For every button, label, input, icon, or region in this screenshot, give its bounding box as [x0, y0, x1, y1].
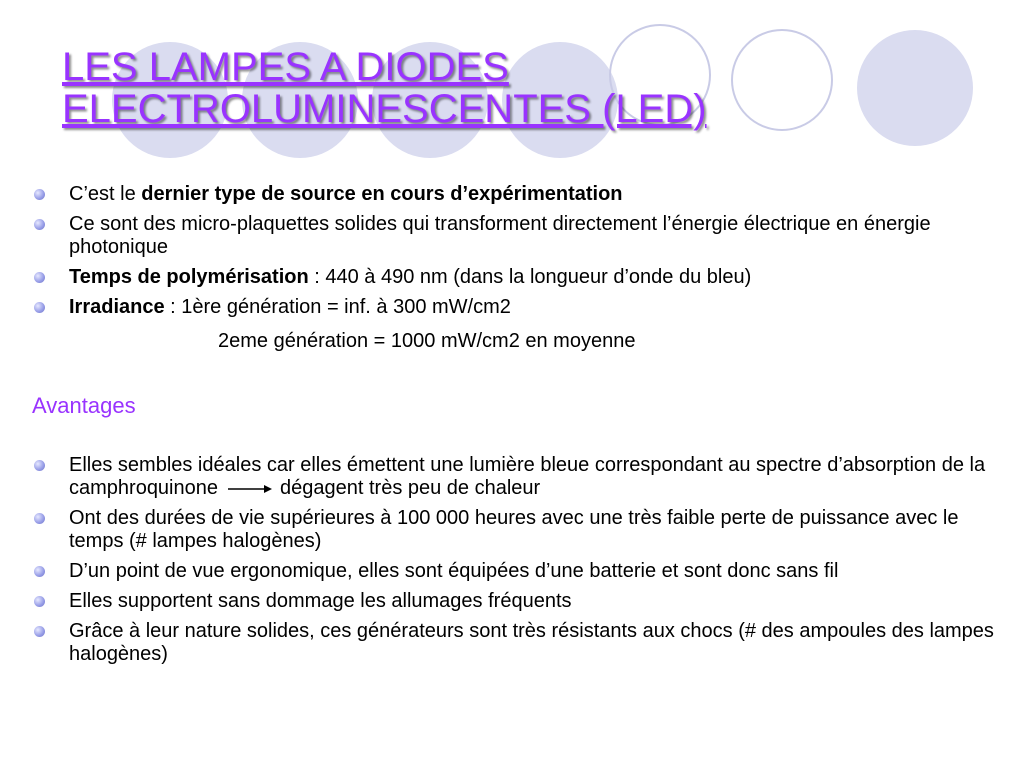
slide-title	[62, 46, 707, 130]
bullet-icon	[34, 596, 45, 607]
bullet-icon	[34, 189, 45, 200]
item-text: C’est le	[69, 183, 142, 205]
list-item	[0, 454, 1024, 500]
list-item	[0, 507, 1024, 553]
item-text: Elles sembles idéales car elles émettent une lumière bleue correspondant au spectre d’absorption de la camphroquinone	[69, 454, 986, 499]
list-item	[0, 266, 1024, 289]
title-line: LES LAMPES A DIODES	[62, 45, 509, 89]
list-item	[0, 620, 1024, 666]
item-text: : 1ère génération = inf. à 300 mW/cm2	[164, 296, 511, 318]
item-text: Ont des durées de vie supérieures à 100 000 heures avec une très faible perte de puissance avec le temps (# lampes halogènes)	[69, 507, 959, 552]
item-text: dégagent très peu de chaleur	[280, 477, 541, 499]
list-item	[0, 213, 1024, 259]
item-bold-text: Irradiance	[69, 296, 165, 318]
item-bold-text: dernier type de source en cours d’expérimentation	[141, 183, 623, 205]
advantages-list	[0, 454, 1024, 673]
item-text: : 440 à 490 nm (dans la longueur d’onde du bleu)	[308, 266, 752, 288]
deco-circle	[857, 30, 973, 146]
arrow-right-icon	[228, 484, 272, 494]
irradiance-second-line: 2eme génération = 1000 mW/cm2 en moyenne	[218, 330, 636, 352]
list-item	[0, 560, 1024, 583]
title-line: ELECTROLUMINESCENTES (LED)	[62, 87, 707, 131]
deco-circle	[732, 30, 832, 130]
bullet-icon	[34, 302, 45, 313]
item-bold-text: Temps de polymérisation	[69, 266, 309, 288]
item-text: Elles supportent sans dommage les allumages fréquents	[69, 590, 572, 612]
list-item	[0, 296, 1024, 319]
bullet-icon	[34, 626, 45, 637]
bullet-icon	[34, 272, 45, 283]
item-text: D’un point de vue ergonomique, elles sont équipées d’une batterie et sont donc sans fil	[69, 560, 839, 582]
item-text: Grâce à leur nature solides, ces générateurs sont très résistants aux chocs (# des ampoules des lampes halogènes)	[69, 620, 994, 665]
bullet-icon	[34, 460, 45, 471]
item-text: Ce sont des micro-plaquettes solides qui transforment directement l’énergie électrique en énergie photonique	[69, 213, 931, 258]
bullet-icon	[34, 566, 45, 577]
bullet-icon	[34, 219, 45, 230]
bullet-icon	[34, 513, 45, 524]
list-item	[0, 183, 1024, 206]
intro-list	[0, 183, 1024, 326]
list-item	[0, 590, 1024, 613]
section-heading-avantages: Avantages	[32, 393, 136, 418]
